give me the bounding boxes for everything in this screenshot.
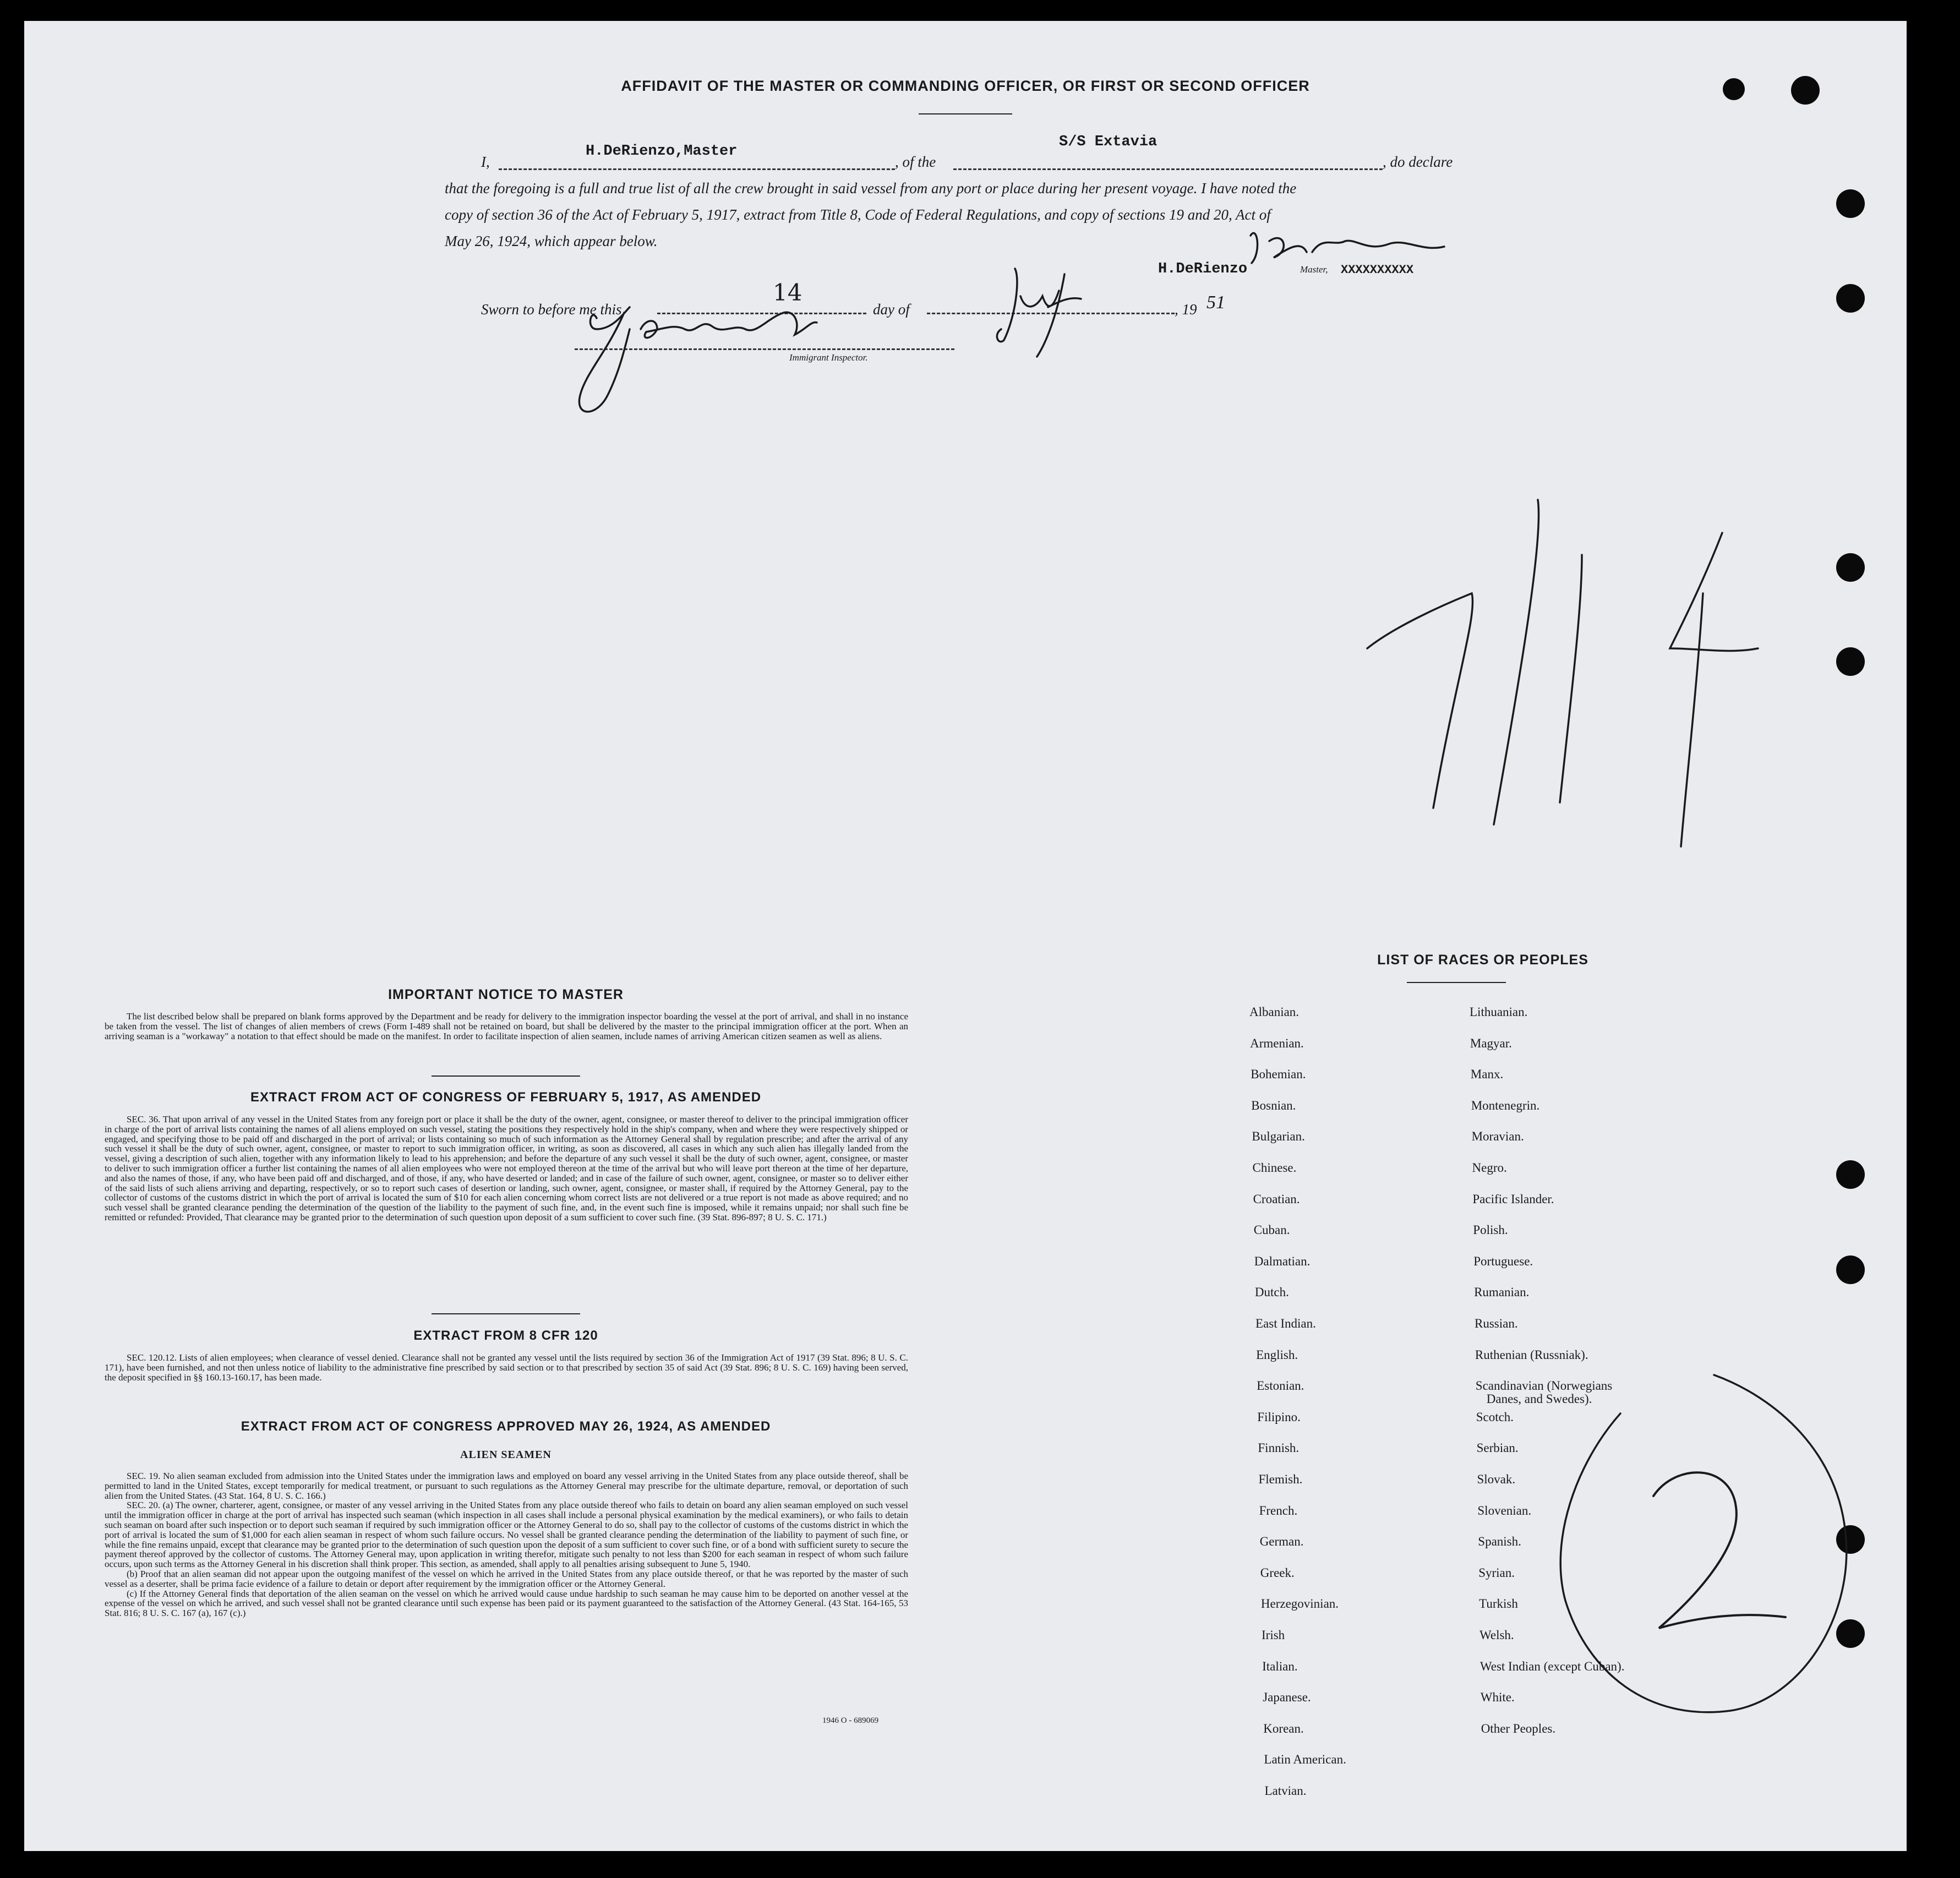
declaration-line: May 26, 1924, which appear below. xyxy=(445,233,658,249)
section-20c-paragraph: (c) If the Attorney General finds that deportation of the alien seaman on the vessel on which he arrived would cause undue hardship to such seaman he may cause him to be deported on another vessel at the expense of the vessel on which he arrived, and such vessel shall not be granted clearance until such expense has been paid or its payment guaranteed to the satisfaction of the Attorney General. (43 Stat. 164-165, 53 Stat. 816; 8 U. S. C. 167 (a), 167 (c).) xyxy=(105,1588,908,1619)
section-20a-paragraph: SEC. 20. (a) The owner, charterer, agent, consignee, or master of any vessel arriving in the United States from any place outside thereof who fails to detain on board any alien seaman employed on such vessel until the immigration officer in charge at the port of arrival has inspected such seaman (which inspection in all cases shall include a personal physical examination by the medical examiners), or who fails to detain such seaman on board after such inspection or to deport such seaman if required by such immigration officer or the Attorney General to do so, shall pay to the collector of customs of the customs district in which the port of arrival is located the sum of $1,000 for each alien seaman in respect of whom such failure occurs. No vessel shall be granted clearance pending the determination of the liability to payment of such fine, or while the fine remains unpaid, except that clearance may be granted prior to the determination of such question upon the deposit of a sum sufficient to cover such fine, or of a bond with sufficient surety to secure the payment thereof approved by the collector of customs. The Attorney General may, upon application in writing therefor, mitigate such penalty to not less than $200 for each seaman in respect of whom such failure occurs, upon such terms as the Attorney General in his discretion shall think proper. This section, as amended, shall apply to all penalties arising subsequent to June 5, 1940. xyxy=(105,1500,908,1570)
race-item: Pacific Islander. xyxy=(1472,1192,1554,1206)
race-item: French. xyxy=(1259,1503,1298,1517)
section-19-paragraph: SEC. 19. No alien seaman excluded from admission into the United States under the immigration laws and employed on board any vessel arriving in the United States from any place outside thereof, shall be permitted to land in the United States, except temporarily for medical treatment, or pursuant to such regulations as the Attorney General may prescribe for the ultimate departure, removal, or deportation of such alien from the United States. (43 Stat. 164, 8 U. S. C. 166.) xyxy=(105,1471,908,1501)
race-item: Dalmatian. xyxy=(1254,1254,1311,1268)
race-item: White. xyxy=(1480,1690,1515,1705)
race-item: Albanian. xyxy=(1249,1005,1300,1019)
race-item: Cuban. xyxy=(1253,1223,1290,1237)
typed-signer: H.DeRienzo xyxy=(1158,261,1248,277)
sworn-label: Sworn to before me this xyxy=(481,301,622,318)
race-item: Filipino. xyxy=(1257,1410,1301,1424)
race-item: Lithuanian. xyxy=(1470,1005,1528,1019)
vessel-name: S/S Extavia xyxy=(1059,134,1158,150)
section-divider xyxy=(432,1076,580,1077)
race-item: Rumanian. xyxy=(1474,1285,1530,1300)
race-item: Scotch. xyxy=(1476,1410,1514,1424)
extract-1924-title: EXTRACT FROM ACT OF CONGRESS APPROVED MAY 26, 1924, AS AMENDED xyxy=(241,1419,771,1434)
large-date-slash xyxy=(1494,500,1539,825)
race-item: Scandinavian (Norwegians xyxy=(1475,1379,1613,1393)
race-item: Negro. xyxy=(1472,1161,1507,1175)
day-value: 14 xyxy=(773,279,802,306)
race-item: Slovenian. xyxy=(1477,1503,1532,1517)
year-value: 51 xyxy=(1206,292,1225,313)
day-of-label: day of xyxy=(873,301,910,318)
race-item: Herzegovinian. xyxy=(1260,1597,1339,1611)
race-item: Korean. xyxy=(1263,1721,1304,1735)
large-date-4 xyxy=(1670,533,1758,847)
race-item: Chinese. xyxy=(1252,1161,1297,1175)
race-item: Serbian. xyxy=(1476,1441,1519,1455)
races-title-underline xyxy=(1407,982,1506,983)
race-item: West Indian (except Cuban). xyxy=(1479,1659,1625,1673)
race-item: Turkish xyxy=(1479,1597,1518,1611)
race-item: Greek. xyxy=(1260,1565,1295,1580)
race-item: Danes, and Swedes). xyxy=(1486,1392,1592,1406)
race-item: Flemish. xyxy=(1258,1472,1303,1486)
race-item: Slovak. xyxy=(1477,1472,1516,1486)
master-name: H.DeRienzo,Master xyxy=(586,143,738,160)
race-item: Bosnian. xyxy=(1251,1098,1296,1112)
race-item: Japanese. xyxy=(1263,1690,1311,1705)
race-item: Polish. xyxy=(1473,1223,1508,1237)
month-handwriting xyxy=(997,269,1081,357)
race-item: Irish xyxy=(1262,1628,1285,1642)
notice-title: IMPORTANT NOTICE TO MASTER xyxy=(388,987,624,1002)
section-20b-paragraph: (b) Proof that an alien seaman did not appear upon the outgoing manifest of the vessel on which he arrived in the United States from any place outside thereof, or that he was reported by the master of such vessel as a deserter, shall be prima facie evidence of a failure to detain or deport after requirement by the immigration officer or the Attorney General. xyxy=(105,1568,908,1589)
master-caption: Master, xyxy=(1300,264,1328,275)
inspector-signature xyxy=(579,307,817,412)
race-item: Bohemian. xyxy=(1251,1067,1306,1082)
year-prefix: , 19 xyxy=(1175,301,1197,318)
large-date-7 xyxy=(1367,593,1473,808)
do-declare-label: , do declare xyxy=(1383,154,1453,170)
declaration-line: copy of section 36 of the Act of February 5, 1917, extract from Title 8, Code of Federal Regulations, and copy of sections 19 and 20, Act of xyxy=(445,206,1271,223)
declaration-line: that the foregoing is a full and true list of all the crew brought in said vessel from any port or place during her present voyage. I have noted the xyxy=(445,180,1297,196)
extract-1924-subtitle: ALIEN SEAMEN xyxy=(460,1449,552,1461)
extract-cfr-body: SEC. 120.12. Lists of alien employees; when clearance of vessel denied. Clearance shall not be granted any vessel until the lists required by section 36 of the Immigration Act of 1917 (39 Stat. 896; 8 U. S. C. 171), have been furnished, and not then unless notice of liability to the administrative fine prescribed by said section or to that prescribed by section 35 of said Act (39 Stat. 896; 8 U. S. C. 169) having been served, the deposit specified in §§ 160.13-160.17, has been made. xyxy=(105,1352,908,1383)
race-item: Russian. xyxy=(1475,1317,1518,1330)
of-the-label: , of the xyxy=(895,154,936,170)
print-code: 1946 O - 689069 xyxy=(822,1716,879,1725)
race-item: Welsh. xyxy=(1479,1628,1514,1642)
extract-1917-title: EXTRACT FROM ACT OF CONGRESS OF FEBRUARY 5, 1917, AS AMENDED xyxy=(250,1090,762,1105)
race-item: Portuguese. xyxy=(1473,1254,1533,1268)
extract-cfr-title: EXTRACT FROM 8 CFR 120 xyxy=(413,1328,598,1343)
inspector-caption: Immigrant Inspector. xyxy=(789,352,868,363)
race-item: Ruthenian (Russniak). xyxy=(1475,1347,1588,1362)
race-item: Armenian. xyxy=(1250,1036,1304,1050)
race-item: Finnish. xyxy=(1258,1441,1300,1455)
race-item: Manx. xyxy=(1470,1067,1504,1082)
race-item: Estonian. xyxy=(1257,1379,1304,1393)
race-item: Croatian. xyxy=(1253,1192,1300,1206)
race-item: Bulgarian. xyxy=(1252,1129,1305,1144)
race-item: Latin American. xyxy=(1264,1753,1346,1767)
race-item: Syrian. xyxy=(1478,1565,1515,1580)
race-item: German. xyxy=(1259,1535,1304,1549)
extract-1924-body xyxy=(105,1471,908,1618)
extract-1917-body: SEC. 36. That upon arrival of any vessel in the United States from any foreign port or place it shall be the duty of the owner, agent, consignee, or master thereof to deliver to the principal immigration officer in charge of the port of arrival lists containing the names of all aliens employed on such vessel, stating the positions they respectively hold in the ship's company, when and where they were respectively shipped or engaged, and specifying those to be paid off and discharged in the port of arrival; or lists containing so much of such information as the Attorney General shall by regulation prescribe; and after the arrival of any such vessel it shall be the duty of such owner, agent, consignee, or master to report to such immigration officer, in writing, as soon as discovered, all cases in which any such alien has illegally landed from the vessel, giving a description of such alien, together with any information likely to lead to his apprehension; and before the departure of any such vessel it shall be the duty of such owner, agent, consignee, or master to deliver to such immigration officer a further list containing the names of all alien employees who were not employed thereon at the time of the arrival but who will leave port thereon at the time of her departure, and also the names of those, if any, who have been paid off and discharged, and of those, if any, who have deserted or landed; and in case of the failure of such owner, agent, consignee, or master so to deliver either of the said lists of such aliens arriving and departing, respectively, or so to report such cases of desertion or landing, such owner, agent, consignee, or master shall, if required by the Attorney General, pay to the collector of customs of the customs district in which the port of arrival is located the sum of $10 for each alien concerning whom correct lists are not delivered or a true report is not made as above required; and no such vessel shall be granted clearance pending the determination of the question of the liability to the payment of such fine, and, in the event such fine is imposed, while it remains unpaid; nor shall such fine be remitted or refunded: Provided, That clearance may be granted prior to the determination of such question upon deposit of a sum sufficient to cover such fine. (39 Stat. 896-897; 8 U. S. C. 171.) xyxy=(105,1114,908,1222)
race-item: Latvian. xyxy=(1264,1784,1307,1798)
race-item: Magyar. xyxy=(1470,1036,1512,1050)
i-label: I, xyxy=(481,154,490,170)
race-item: Moravian. xyxy=(1471,1129,1524,1144)
document-page xyxy=(24,21,1907,1851)
master-signature xyxy=(1251,233,1444,263)
race-item: Other Peoples. xyxy=(1481,1721,1556,1735)
affidavit-title: AFFIDAVIT OF THE MASTER OR COMMANDING OFFICER, OR FIRST OR SECOND OFFICER xyxy=(621,78,1310,94)
section-divider xyxy=(432,1313,580,1314)
race-item: East Indian. xyxy=(1255,1317,1316,1330)
race-item: Spanish. xyxy=(1478,1535,1521,1549)
race-item: English. xyxy=(1256,1347,1298,1362)
race-item: Montenegrin. xyxy=(1471,1098,1540,1112)
races-title: LIST OF RACES OR PEOPLES xyxy=(1377,952,1588,968)
struck-title: XXXXXXXXXX xyxy=(1341,263,1414,277)
notice-body: The list described below shall be prepared on blank forms approved by the Department and be ready for delivery to the immigration inspector boarding the vessel at the port of arrival, and shall in no instance be taken from the vessel. The list of changes of alien members of crews (Form I-489 shall not be retained on board, but shall be delivered by the master to the principal immigration officer at the port. When an arriving seaman is a "workaway" a notation to that effect should be made on the manifest. In order to facilitate inspection of alien seamen, include names of arriving American citizen seamen as well as aliens. xyxy=(105,1011,908,1041)
race-item: Italian. xyxy=(1262,1659,1298,1673)
race-item: Dutch. xyxy=(1254,1285,1289,1300)
large-date-1 xyxy=(1560,555,1582,802)
circled-number-2 xyxy=(1653,1472,1786,1628)
